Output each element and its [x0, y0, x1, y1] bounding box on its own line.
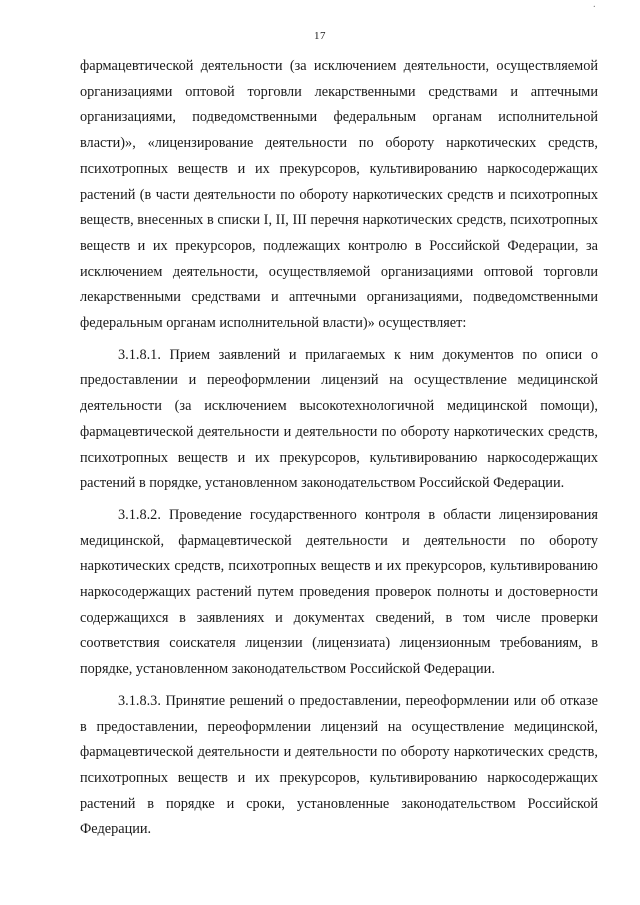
paragraph-3-1-8-1: 3.1.8.1. Прием заявлений и прилагаемых к ним документов по описи о предоставлении и переоформлении лицензий на осуществление медицинской деятельности (за исключением высокотехнологичной медицинской помощи), фармацевтической деятельности и деятельности по обороту наркотических средств, психотропных веществ и их прекурсоров, культивированию наркосодержащих растений в порядке, установленном законодательством Российской Федерации.	[80, 346, 598, 492]
paragraph-3-1-8-3: 3.1.8.3. Принятие решений о предоставлении, переоформлении или об отказе в предоставлении, переоформлении лицензий на осуществление медицинской, фармацевтической деятельности и деятельности по обороту наркотических средств, психотропных веществ и их прекурсоров, культивированию наркосодержащих растений в порядке и сроки, установленные законодательством Российской Федерации.	[80, 692, 598, 838]
paragraph-3-1-8-2: 3.1.8.2. Проведение государственного контроля в области лицензирования медицинской, фармацевтической деятельности и деятельности по обороту наркотических средств, психотропных веществ и их прекурсоров, культивированию наркосодержащих растений путем проведения проверок полноты и достоверности содержащихся в заявлениях и документах сведений, в том числе проверки соответствия соискателя лицензии (лицензиата) лицензионным требованиям, в порядке, установленном законодательством Российской Федерации.	[80, 506, 598, 678]
paragraph-continuation: фармацевтической деятельности (за исключением деятельности, осуществляемой организациями оптовой торговли лекарственными средствами и аптечными организациями, подведомственными федеральным органам исполнительной власти)», «лицензирование деятельности по обороту наркотических средств, психотропных веществ и их прекурсоров, культивированию наркосодержащих растений (в части деятельности по обороту наркотических средств и психотропных веществ, внесенных в списки I, II, III перечня наркотических средств, психотропных веществ и их прекурсоров, подлежащих контролю в Российской Федерации, за исключением деятельности, осуществляемой организациями оптовой торговли лекарственными средствами и аптечными организациями, подведомственными федеральным органам исполнительной власти)» осуществляет:	[80, 58, 598, 332]
document-body	[80, 54, 598, 843]
corner-mark: ·	[592, 2, 596, 13]
page-number: 17	[314, 30, 326, 42]
